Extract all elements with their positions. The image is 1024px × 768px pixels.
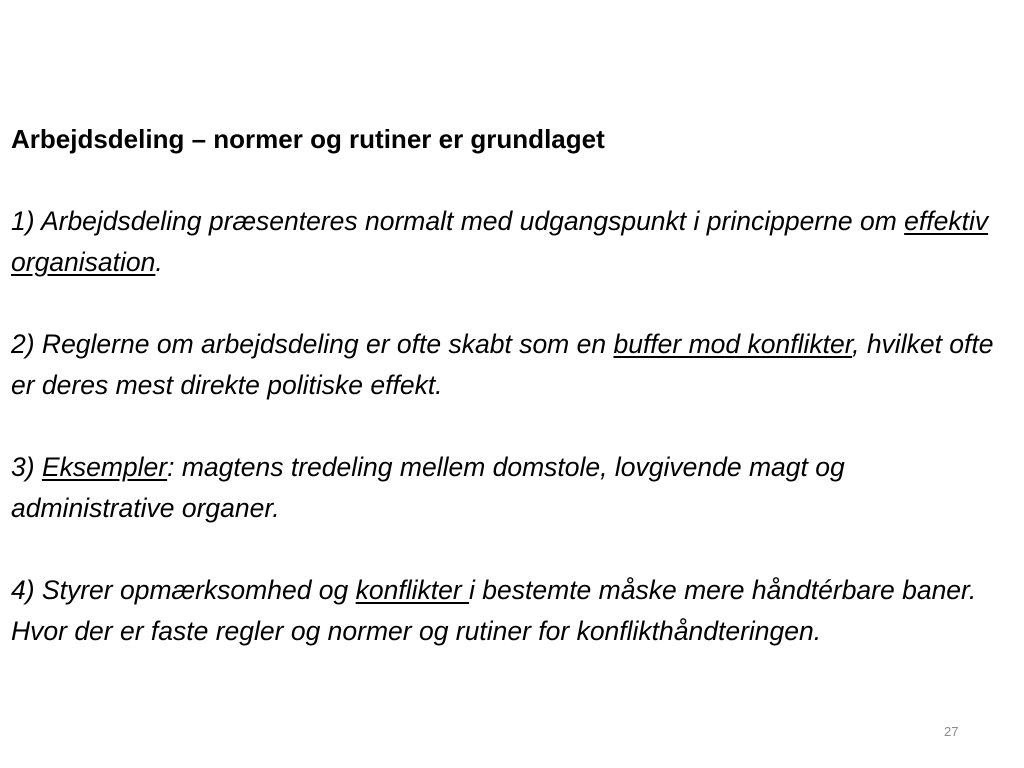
point-3-underlined: Eksempler	[41, 452, 168, 482]
point-2	[11, 324, 1001, 406]
point-4-text-start: 4) Styrer opmærksomhed og	[11, 575, 356, 605]
spacer	[11, 529, 1001, 570]
point-4-text-end: i bestemte måske mere håndtérbare baner. Hvor der er faste regler og normer og rutiner for konflikthåndteringen.	[11, 575, 977, 646]
spacer	[11, 283, 1001, 324]
spacer	[11, 160, 1001, 201]
point-1-underlined: effektiv organisation	[11, 206, 989, 277]
point-1-text-end: .	[155, 247, 163, 277]
point-2-text-start: 2) Reglerne om arbejdsdeling er ofte skabt som en	[11, 329, 614, 359]
point-2-underlined: buffer mod konflikter	[613, 329, 853, 359]
point-1-text-start: 1) Arbejdsdeling præsenteres normalt med udgangspunkt i principperne om	[11, 206, 905, 236]
point-4-underlined: konflikter	[355, 575, 470, 605]
point-1	[11, 201, 1001, 283]
point-3-text-start: 3)	[11, 452, 42, 482]
point-4	[11, 570, 1001, 652]
point-3	[11, 447, 1001, 529]
slide-heading: Arbejdsdeling – normer og rutiner er grundlaget	[11, 124, 605, 154]
point-2-text-end: , hvilket ofte er deres mest direkte politiske effekt.	[11, 329, 994, 400]
page-number: 27	[944, 724, 959, 739]
point-3-text-end: : magtens tredeling mellem domstole, lovgivende magt og administrative organer.	[11, 452, 845, 523]
spacer	[11, 406, 1001, 447]
slide-content	[11, 118, 1001, 652]
